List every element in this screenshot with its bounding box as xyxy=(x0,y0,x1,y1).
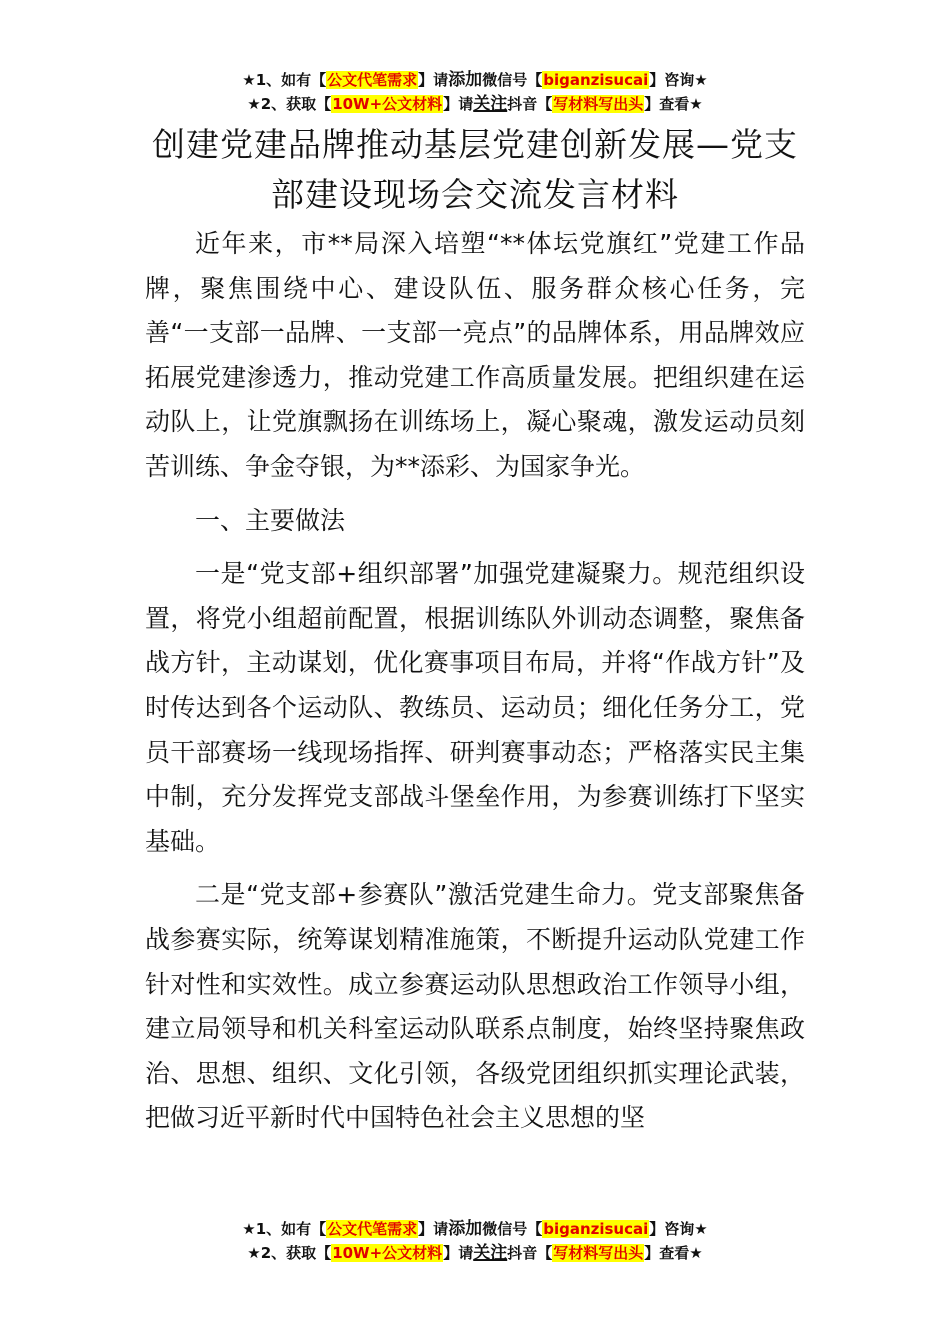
banner-emphasis: 添加 xyxy=(448,1219,483,1239)
banner-line-2 xyxy=(0,1241,950,1265)
banner-text: 】咨询★ xyxy=(649,1220,708,1238)
banner-text: 】查看★ xyxy=(644,95,703,113)
title-line-2: 部建设现场会交流发言材料 xyxy=(271,175,679,214)
paragraph-second-measure: 二是“党支部+参赛队”激活党建生命力。党支部聚焦备战参赛实际，统筹谋划精准施策，不断提升运动队党建工作针对性和实效性。成立参赛运动队思想政治工作领导小组，建立局领导和机关科室运动队联系点制度，始终坚持聚焦政治、思想、组织、文化引领，各级党团组织抓实理论武装，把做习近平新时代中国特色社会主义思想的坚 xyxy=(145,880,805,1133)
banner-text: 】查看★ xyxy=(644,1244,703,1262)
banner-text: 】请 xyxy=(418,1220,449,1238)
banner-highlight: 公文代笔需求 xyxy=(327,1220,418,1238)
document-body xyxy=(145,222,805,1141)
banner-highlight: biganzisucai xyxy=(543,1220,649,1238)
banner-line-2 xyxy=(0,92,950,116)
banner-line-1 xyxy=(0,68,950,92)
banner-emphasis: 添加 xyxy=(448,70,483,90)
document-title xyxy=(150,120,800,220)
banner-line-1 xyxy=(0,1217,950,1241)
banner-text: 微信号【 xyxy=(482,1220,543,1238)
banner-text: 】请 xyxy=(418,71,449,89)
banner-text: ★2、获取【 xyxy=(247,95,332,113)
title-line-1: 创建党建品牌推动基层党建创新发展—党支 xyxy=(152,125,798,164)
banner-text: ★1、如有【 xyxy=(242,1220,327,1238)
banner-text: 抖音【 xyxy=(507,1244,553,1262)
banner-emphasis: 关注 xyxy=(473,94,508,114)
banner-highlight: biganzisucai xyxy=(543,71,649,89)
banner-text: 】请 xyxy=(443,95,474,113)
banner-text: 抖音【 xyxy=(507,95,553,113)
top-banner xyxy=(0,68,950,116)
bottom-banner xyxy=(0,1217,950,1265)
banner-highlight: 公文代笔需求 xyxy=(327,71,418,89)
paragraph-first-measure: 一是“党支部+组织部署”加强党建凝聚力。规范组织设置，将党小组超前配置，根据训练队外训动态调整，聚焦备战方针，主动谋划，优化赛事项目布局，并将“作战方针”及时传达到各个运动队、教练员、运动员；细化任务分工，党员干部赛场一线现场指挥、研判赛事动态；严格落实民主集中制，充分发挥党支部战斗堡垒作用，为参赛训练打下坚实基础。 xyxy=(145,559,805,856)
banner-highlight: 10W+公文材料 xyxy=(332,95,443,113)
banner-text: 微信号【 xyxy=(482,71,543,89)
banner-text: ★2、获取【 xyxy=(247,1244,332,1262)
banner-highlight: 10W+公文材料 xyxy=(332,1244,443,1262)
banner-highlight: 写材料写出头 xyxy=(553,95,644,113)
section-heading: 一、主要做法 xyxy=(195,505,346,535)
paragraph-intro: 近年来，市**局深入培塑“**体坛党旗红”党建工作品牌，聚焦围绕中心、建设队伍、服务群众核心任务，完善“一支部一品牌、一支部一亮点”的品牌体系，用品牌效应拓展党建渗透力，推动党建工作高质量发展。把组织建在运动队上，让党旗飘扬在训练场上，凝心聚魂，激发运动员刻苦训练、争金夺银，为**添彩、为国家争光。 xyxy=(145,229,805,481)
banner-text: 】请 xyxy=(443,1244,474,1262)
banner-text: ★1、如有【 xyxy=(242,71,327,89)
banner-text: 】咨询★ xyxy=(649,71,708,89)
banner-highlight: 写材料写出头 xyxy=(553,1244,644,1262)
banner-emphasis: 关注 xyxy=(473,1243,508,1263)
